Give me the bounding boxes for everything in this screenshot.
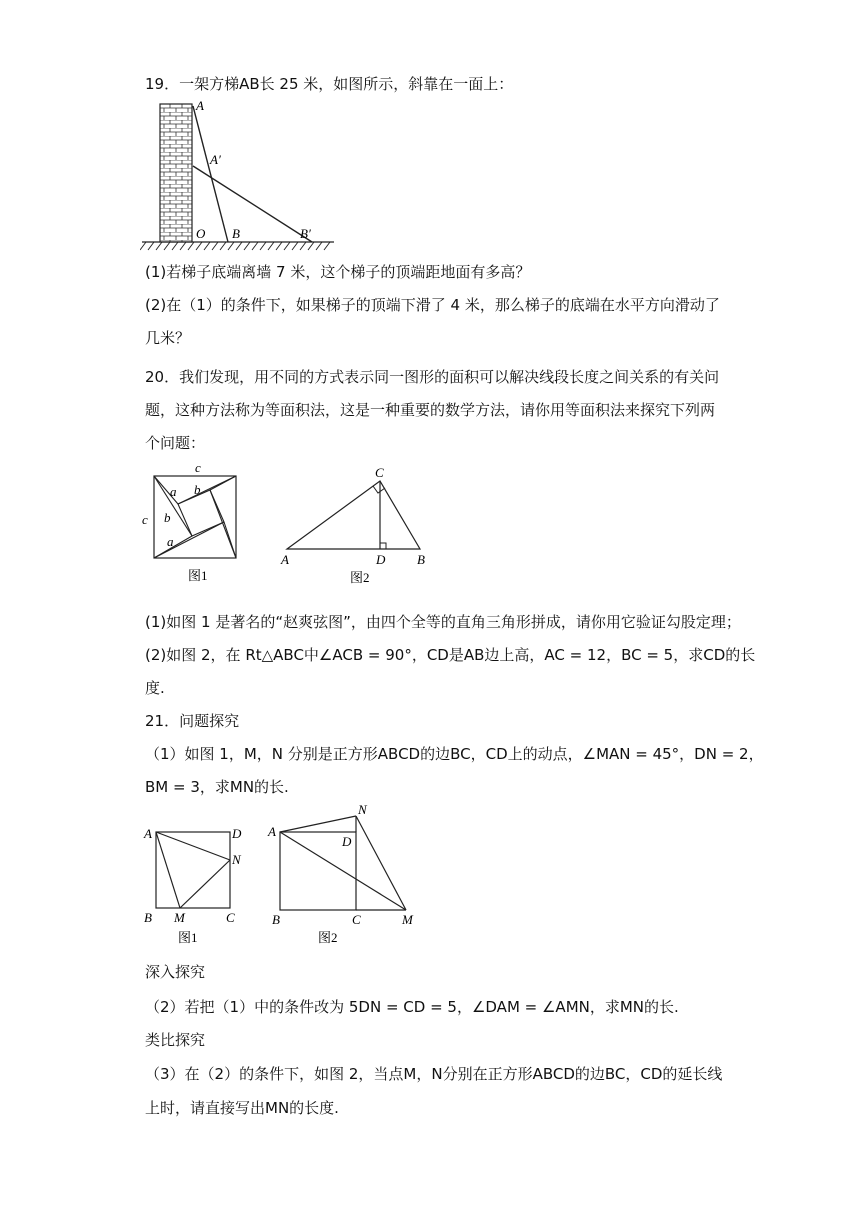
q20-part1: (1)如图 1 是著名的“赵爽弦图”，由四个全等的直角三角形拼成，请你用它验证勾股定理； — [145, 613, 741, 631]
label-c: C — [226, 910, 235, 925]
label-a: A — [281, 552, 289, 567]
label-n: N — [232, 852, 241, 867]
q21-part3-line1: （3）在（2）的条件下，如图 2，当点M，N分别在正方形ABCD的边BC，CD的延长线 — [145, 1065, 723, 1083]
label-b-prime: B′ — [300, 226, 311, 241]
ladder-ab — [193, 106, 228, 242]
label-d: D — [376, 552, 386, 567]
q20-right-triangle-figure — [275, 465, 435, 590]
q21-square-figure-1 — [140, 822, 250, 947]
q21-section2-title: 深入探究 — [145, 963, 206, 981]
right-angle-d — [380, 543, 386, 549]
label-a: A — [144, 826, 152, 841]
label-b: B — [417, 552, 425, 567]
q19-stem: 19．一架方梯AB长 25 米，如图所示，斜靠在一面上： — [145, 75, 514, 93]
q19-part2-line2: 几米？ — [145, 329, 191, 347]
q21-part1-line2: BM = 3，求MN的长. — [145, 778, 289, 796]
label-c: C — [375, 465, 384, 480]
label-c-top: c — [195, 460, 201, 475]
label-b2: b — [164, 510, 171, 525]
label-a: A — [268, 824, 276, 839]
label-a2: a — [167, 534, 174, 549]
q21-part2: （2）若把（1）中的条件改为 5DN = CD = 5，∠DAM = ∠AMN，求MN的长. — [145, 998, 679, 1016]
label-b1: b — [194, 482, 201, 497]
segment-an — [156, 832, 230, 860]
label-d: D — [342, 834, 352, 849]
label-a-prime: A′ — [210, 152, 221, 167]
q19-part1: (1)若梯子底端离墙 7 米，这个梯子的顶端距地面有多高？ — [145, 263, 531, 281]
label-b: B — [144, 910, 152, 925]
segment-mn — [180, 860, 230, 908]
segment-am — [156, 832, 180, 908]
q21-part1-line1: （1）如图 1，M，N 分别是正方形ABCD的边BC，CD上的动点，∠MAN = 45°，DN = 2， — [145, 745, 764, 763]
label-a: A — [196, 98, 204, 113]
fig2-caption: 图2 — [350, 570, 370, 585]
label-n: N — [358, 802, 367, 817]
label-m: M — [402, 912, 413, 927]
q20-stem-line3: 个问题： — [145, 434, 206, 452]
label-m: M — [174, 910, 185, 925]
q20-stem-line1: 20．我们发现，用不同的方式表示同一图形的面积可以解决线段长度之间关系的有关问 — [145, 368, 720, 386]
q21-part3-line2: 上时，请直接写出MN的长度. — [145, 1099, 339, 1117]
triangle-abc — [287, 481, 420, 549]
ladder-a-prime-b-prime — [193, 166, 312, 242]
q21-square-figure-2 — [262, 802, 422, 947]
label-b: B — [272, 912, 280, 927]
q19-part2-line1: (2)在（1）的条件下，如果梯子的顶端下滑了 4 米，那么梯子的底端在水平方向滑动了 — [145, 296, 720, 314]
q21-section3-title: 类比探究 — [145, 1031, 206, 1049]
ground-hatch — [140, 242, 330, 250]
fig1-caption: 图1 — [188, 568, 208, 583]
q20-stem-line2: 题，这种方法称为等面积法，这是一种重要的数学方法，请你用等面积法来探究下列两 — [145, 401, 716, 419]
segment-nm — [356, 816, 406, 910]
inner-square — [178, 490, 224, 536]
fig2-caption: 图2 — [318, 930, 338, 945]
brick-wall — [160, 104, 192, 242]
label-o: O — [196, 226, 206, 241]
q20-zhaoshuang-figure — [140, 460, 250, 590]
label-b: B — [232, 226, 240, 241]
q21-title: 21．问题探究 — [145, 712, 240, 730]
label-a1: a — [170, 484, 177, 499]
label-c: C — [352, 912, 361, 927]
q19-ladder-figure — [140, 96, 340, 254]
q20-part2-line1: (2)如图 2，在 Rt△ABC中∠ACB = 90°，CD是AB边上高，AC = 12，BC = 5，求CD的长 — [145, 646, 756, 664]
label-c-left: c — [142, 512, 148, 527]
label-d: D — [232, 826, 242, 841]
segment-an — [280, 816, 356, 832]
q20-part2-line2: 度. — [145, 679, 165, 697]
fig1-caption: 图1 — [178, 930, 198, 945]
